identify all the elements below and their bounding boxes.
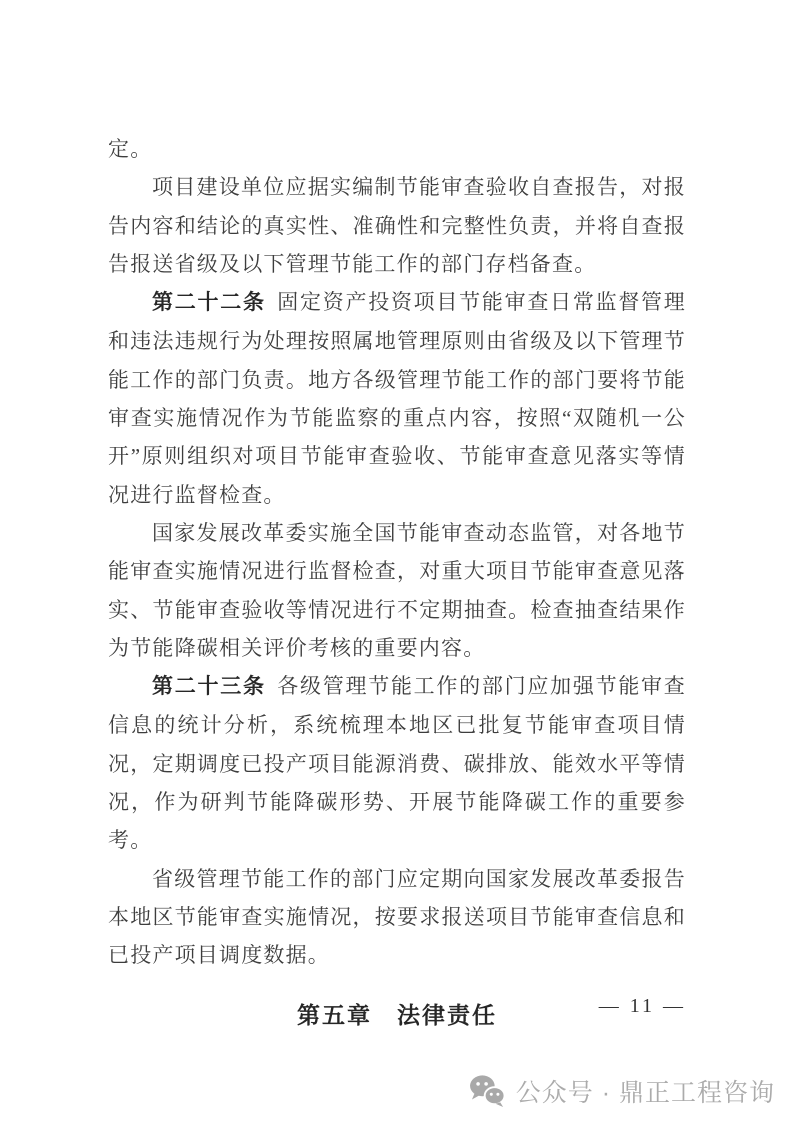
page-number: — 11 — (598, 995, 686, 1017)
footer-watermark (469, 1073, 775, 1109)
paragraph-text: 项目建设单位应据实编制节能审查验收自查报告，对报告内容和结论的真实性、准确性和完整性负责，并将自查报告报送省级及以下管理节能工作的部门存档备查。 (108, 175, 686, 276)
article-number: 第二十三条 (152, 675, 266, 699)
article-number: 第二十二条 (152, 291, 266, 315)
paragraph (108, 860, 686, 975)
paragraph (108, 283, 686, 514)
paragraph (108, 667, 686, 859)
paragraph-text: 国家发展改革委实施全国节能审查动态监管，对各地节能审查实施情况进行监督检查，对重大项目节能审查意见落实、节能审查验收等情况进行不定期抽查。检查抽查结果作为节能降碳相关评价考核的重要内容。 (108, 520, 686, 660)
chapter-heading: 第五章 法律责任 (297, 1001, 497, 1028)
watermark-text: 公众号 · 鼎正工程咨询 (515, 1079, 775, 1107)
paragraph-continuation: 定。 (108, 137, 153, 161)
paragraph (108, 168, 686, 283)
wechat-icon (469, 1074, 507, 1108)
paragraph-text: 各级管理节能工作的部门应加强节能审查信息的统计分析，系统梳理本地区已批复节能审查项目情况，定期调度已投产项目能源消费、碳排放、能效水平等情况，作为研判节能降碳形势、开展节能降碳工作的重要参考。 (108, 674, 687, 853)
paragraph-text: 固定资产投资项目节能审查日常监督管理和违法违规行为处理按照属地管理原则由省级及以下管理节能工作的部门负责。地方各级管理节能工作的部门要将节能审查实施情况作为节能监察的重点内容，按照“双随机一公开”原则组织对项目节能审查验收、节能审查意见落实等情况进行监督检查。 (108, 290, 687, 507)
document-body (108, 130, 686, 1034)
paragraph (108, 514, 686, 667)
paragraph-text: 省级管理节能工作的部门应定期向国家发展改革委报告本地区节能审查实施情况，按要求报送项目节能审查信息和已投产项目调度数据。 (108, 866, 686, 968)
